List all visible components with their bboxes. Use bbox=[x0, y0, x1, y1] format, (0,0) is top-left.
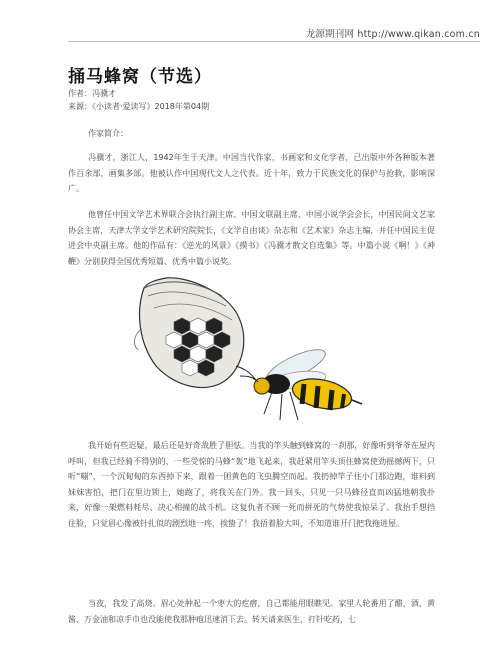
header-rule bbox=[68, 41, 480, 42]
bio-label: 作家简介： bbox=[88, 129, 128, 138]
body-paragraph-2: 当夜，我发了高烧。眉心处肿起一个枣大的疙瘩，自己都能用眼瞧见。家里人轮番用了醋、酒、黄酱、万金油和凉手巾也没能使我那肿疱迅速消下去。转天请来医生，打针吃药，七 bbox=[68, 599, 435, 624]
wasp-icon bbox=[236, 343, 362, 420]
author-line: 作者：冯骥才 bbox=[68, 89, 116, 98]
bio-paragraph-2: 他曾任中国文学艺术界联合会执行副主席、中国文联副主席、中国小说学会会长，中国民间文艺家协会主席，天津大学文学艺术研究院院长，《文学自由谈》杂志和《艺术家》杂志主编，并任中国民主促进会中央副主席。他的作品有：《逆光的风景》《摸书》《冯骥才散文自选集》等。中篇小说《啊！》《神鞭》分别获得全国优秀短篇、优秀中篇小说奖。 bbox=[68, 210, 435, 266]
body-paragraph-1: 我开始有些迟疑，最后还是好奇战胜了胆怯。当我的竿头触到蜂窝的一刹那，好像听到爷爷在屋内呼叫，但我已经骑不得别的，一些受惊的马蜂“轰”地飞起来，我赶紧用竿头顶住蜂窝使劲摇撼两下，只听“嘣”，一个沉甸甸的东西掉下来，跟着一团黄色的飞虫腾空而起。我扔掉竿子往小门那边跑，谁料到妹妹害怕，把门在里边锁上，她跑了，将我关在门外。我一回头，只见一只马蜂径直而凶猛地朝我扑来，好像一架燃料耗尽、决心相撞的战斗机。这复仇者不顾一死而拼死的气势使我惊呆了。我抬手想挡住脸，只觉眉心像被针扎似的剧烈地一疼，挨蛰了！我捂着脸大叫，不知道谁开门把我拖进屋。 bbox=[68, 441, 435, 528]
article-title: 捅马蜂窝（节选） bbox=[68, 67, 212, 87]
site-header: 龙源期刊网 http://www.qikan.com.cn bbox=[305, 29, 480, 40]
source-line: 来源：《小读者·爱读写》2018年第04期 bbox=[68, 102, 210, 111]
bio-paragraph-1: 冯骥才，浙江人，1942年生于天津。中国当代作家，书画家和文化学者，已出版中外各种版本著作百余部，画集多部。他被认作中国现代文人之代表。近十年，致力于民族文化的保护与抢救，影响深广。 bbox=[68, 153, 435, 193]
wasp-nest-icon bbox=[134, 278, 243, 388]
wasp-nest-illustration bbox=[126, 270, 376, 430]
